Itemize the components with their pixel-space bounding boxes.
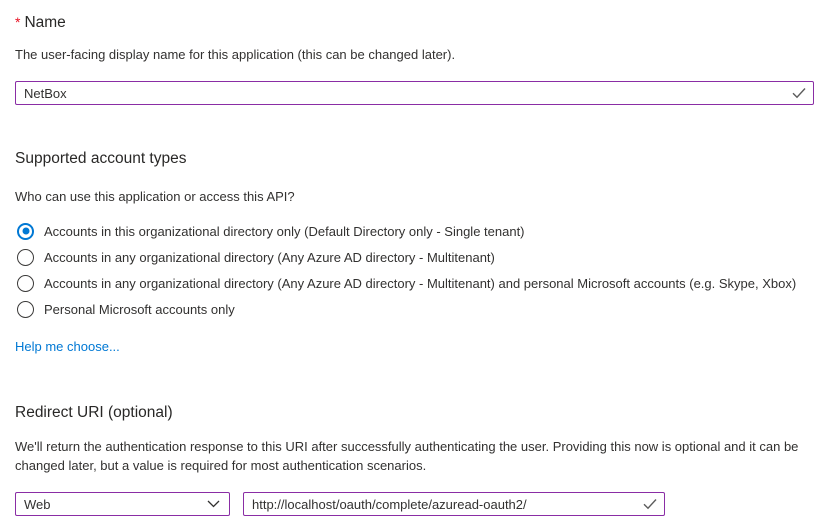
radio-option-label: Personal Microsoft accounts only <box>44 301 235 317</box>
help-me-choose-link[interactable]: Help me choose... <box>15 339 120 354</box>
redirect-uri-heading: Redirect URI (optional) <box>15 404 173 421</box>
name-label-text: Name <box>24 14 66 31</box>
name-input[interactable] <box>15 81 814 105</box>
name-field-section <box>15 12 814 105</box>
radio-option-multitenant[interactable] <box>15 244 814 270</box>
account-types-heading: Supported account types <box>15 150 187 167</box>
account-types-radio-group <box>15 218 814 322</box>
radio-option-single-tenant[interactable] <box>15 218 814 244</box>
radio-option-personal-only[interactable] <box>15 296 814 322</box>
platform-select-value: Web <box>24 496 51 512</box>
redirect-uri-description: We'll return the authentication response to this URI after successfully authenticating the user. Providing this now is optional and it can be changed later, but a value is required for most authentication scenarios. <box>15 439 799 473</box>
redirect-uri-input[interactable] <box>243 492 665 516</box>
radio-button-icon[interactable] <box>17 301 34 318</box>
redirect-uri-row <box>15 492 814 516</box>
account-types-question: Who can use this application or access this API? <box>15 189 295 204</box>
redirect-uri-input-wrap <box>243 492 665 516</box>
supported-account-types-section <box>15 149 814 356</box>
name-field-label <box>15 12 814 33</box>
radio-option-label: Accounts in any organizational directory (Any Azure AD directory - Multitenant) and personal Microsoft accounts (e.g. Skype, Xbox) <box>44 275 797 291</box>
radio-option-label: Accounts in this organizational directory only (Default Directory only - Single tenant) <box>44 223 525 239</box>
name-field-description: The user-facing display name for this application (this can be changed later). <box>15 47 456 62</box>
required-asterisk: * <box>15 14 21 30</box>
platform-select[interactable] <box>15 492 230 516</box>
name-input-wrap <box>15 81 814 105</box>
radio-button-icon[interactable] <box>17 223 34 240</box>
chevron-down-icon <box>207 500 220 508</box>
radio-option-label: Accounts in any organizational directory (Any Azure AD directory - Multitenant) <box>44 249 495 265</box>
radio-option-multitenant-personal[interactable] <box>15 270 814 296</box>
redirect-uri-section <box>15 403 814 516</box>
radio-button-icon[interactable] <box>17 249 34 266</box>
radio-button-icon[interactable] <box>17 275 34 292</box>
